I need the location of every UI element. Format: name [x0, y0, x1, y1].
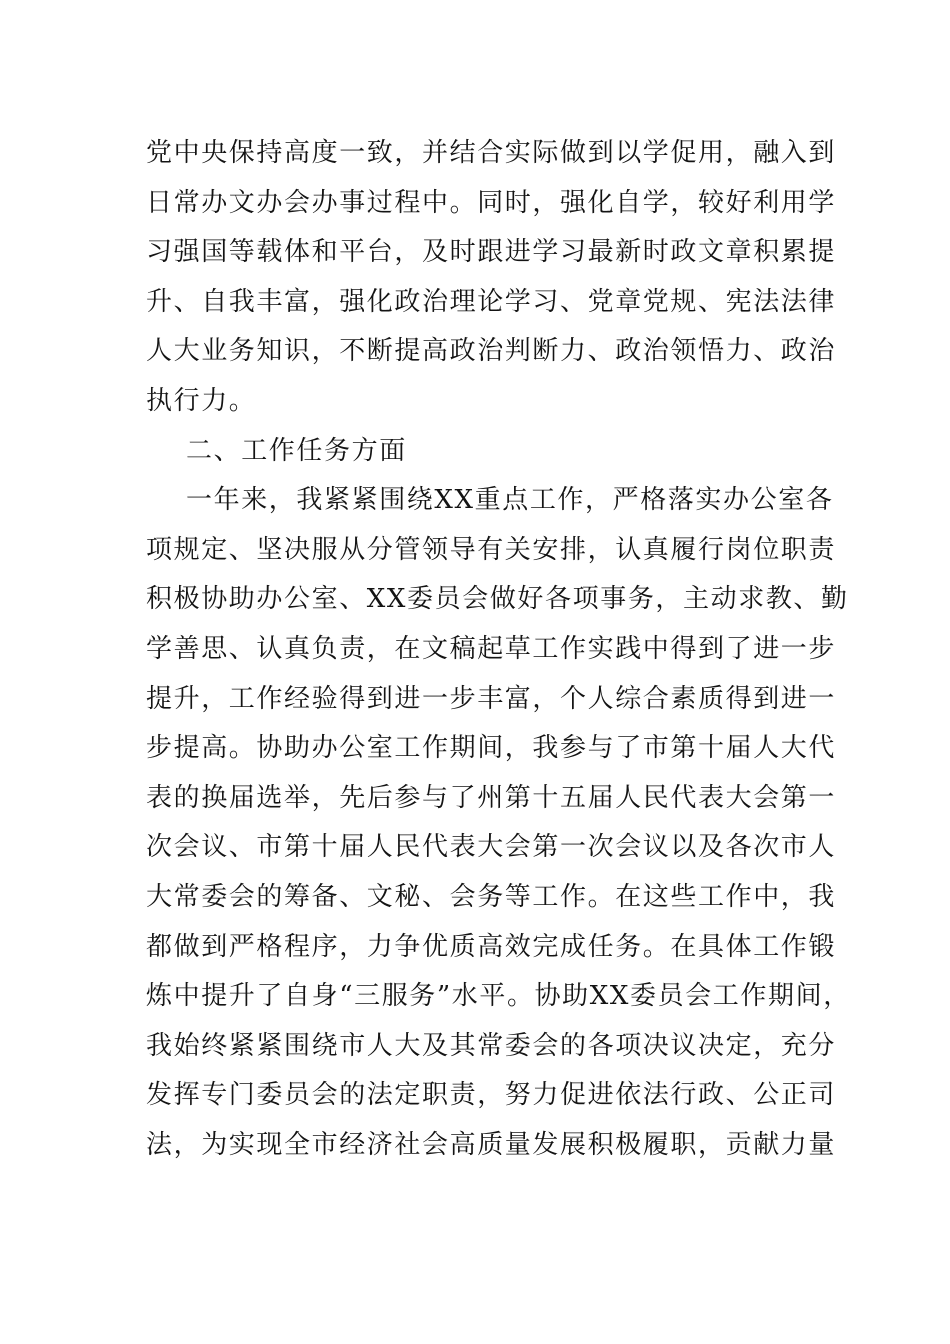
paragraph-1 [146, 129, 837, 427]
section-heading: 二、工作任务方面 [186, 435, 407, 466]
paragraph-line: 提升，工作经验得到进一步丰富，个人综合素质得到进一 [146, 683, 837, 714]
paragraph-line: 党中央保持高度一致，并结合实际做到以学促用，融入到 [146, 138, 837, 168]
paragraph-line: 都做到严格程序，力争优质高效完成任务。在具体工作锻 [146, 931, 837, 962]
paragraph-line: 人大业务知识，不断提高政治判断力、政治领悟力、政治 [146, 336, 837, 367]
paragraph-line: 项规定、坚决服从分管领导有关安排，认真履行岗位职责 [146, 534, 837, 565]
paragraph-line: 炼中提升了自身“三服务”水平。协助XX委员会工作期间， [146, 981, 851, 1012]
paragraph-line: 我始终紧紧围绕市人大及其常委会的各项决议决定，充分 [146, 1030, 837, 1061]
paragraph-line: 执行力。 [146, 385, 257, 416]
paragraph-line: 一年来，我紧紧围绕XX重点工作，严格落实办公室各 [186, 485, 834, 516]
paragraph-line: 发挥专门委员会的法定职责，努力促进依法行政、公正司 [146, 1080, 837, 1111]
paragraph-line: 法，为实现全市经济社会高质量发展积极履职，贡献力量 [146, 1129, 837, 1160]
document-body [146, 129, 851, 1170]
paragraph-line: 步提高。协助办公室工作期间，我参与了市第十届人大代 [146, 733, 837, 764]
paragraph-line: 学善思、认真负责，在文稿起草工作实践中得到了进一步 [146, 633, 837, 664]
paragraph-line: 习强国等载体和平台，及时跟进学习最新时政文章积累提 [146, 237, 837, 268]
paragraph-line: 次会议、市第十届人民代表大会第一次会议以及各次市人 [146, 832, 837, 863]
paragraph-line: 积极协助办公室、XX委员会做好各项事务，主动求教、勤 [146, 584, 849, 615]
paragraph-line: 日常办文办会办事过程中。同时，强化自学，较好利用学 [146, 187, 837, 218]
paragraph-line: 表的换届选举，先后参与了州第十五届人民代表大会第一 [146, 782, 837, 813]
paragraph-line: 升、自我丰富，强化政治理论学习、党章党规、宪法法律 [146, 286, 837, 317]
paragraph-line: 大常委会的筹备、文秘、会务等工作。在这些工作中，我 [146, 881, 837, 912]
paragraph-2 [146, 476, 851, 1170]
